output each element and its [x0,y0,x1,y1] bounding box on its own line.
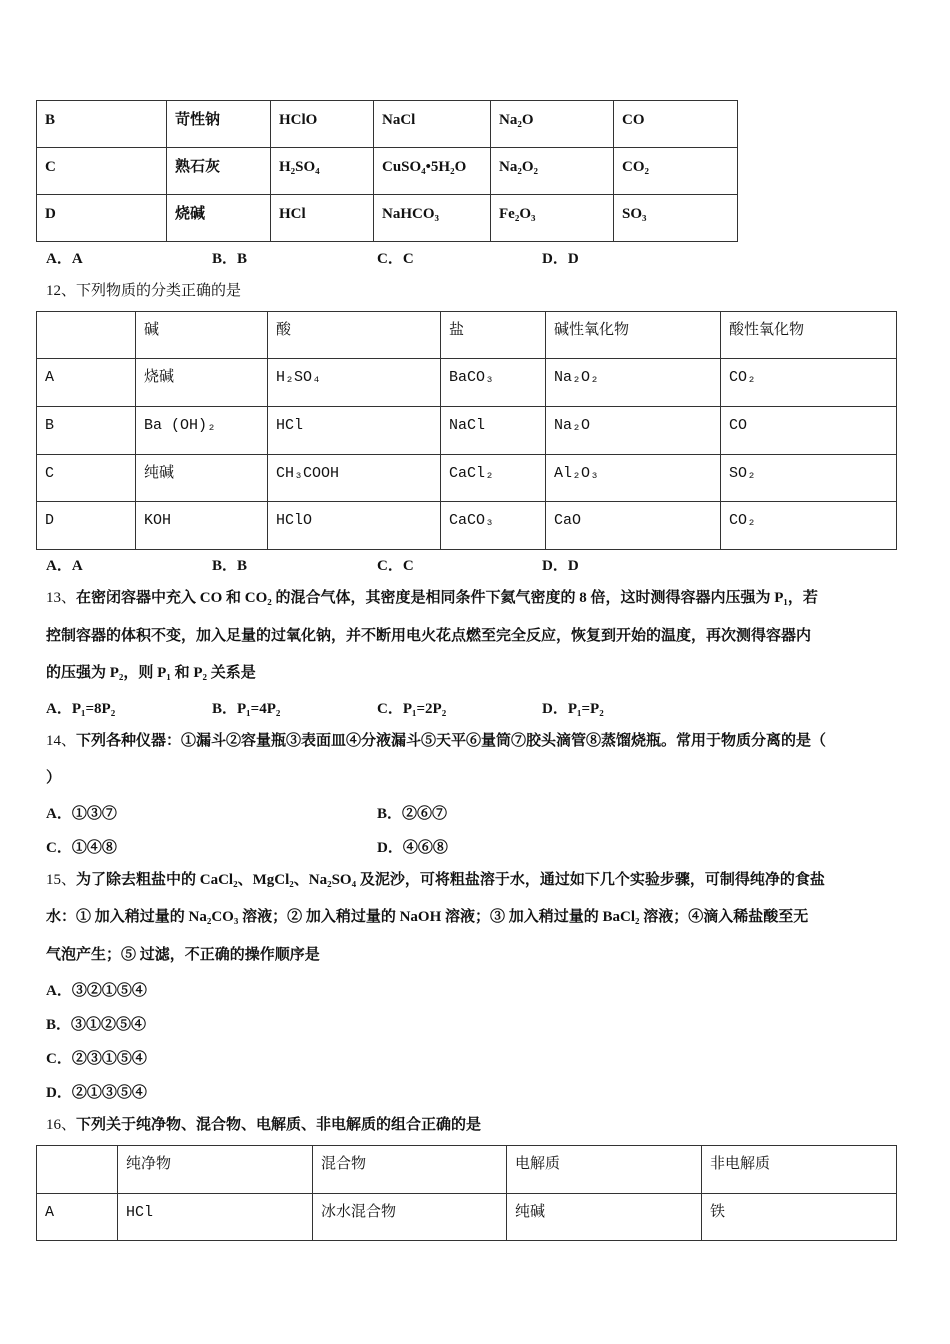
table-cell: 纯碱 [136,455,268,502]
option-c[interactable]: C．①④⑧ [46,840,117,856]
table-cell: Na₂O [491,101,614,148]
table-cell: HClO [268,502,441,550]
table-cell: NaHCO₃ [374,195,491,242]
option-a[interactable]: A．A [46,558,83,574]
question-15-line-2: 水：① 加入稍过量的 Na₂CO₃ 溶液；② 加入稍过量的 NaOH 溶液；③ 加入稍过量的 BaCl₂ 溶液；④滴入稀盐酸至无 [46,909,809,925]
table-cell: CO₂ [614,148,738,195]
option-d[interactable]: D．P₁=P₂ [542,701,604,717]
table-header-cell: 碱性氧化物 [546,312,721,359]
table-cell: CH₃COOH [268,455,441,502]
question-text: 下列物质的分类正确的是 [76,283,242,299]
table-cell: CO₂ [721,502,897,550]
table-row [37,359,897,407]
option-d[interactable]: D．D [542,558,579,574]
table-row [37,148,738,195]
table-cell: 烧碱 [136,359,268,407]
table-header-row [37,1146,897,1194]
question-14-line-1 [46,731,826,751]
option-c[interactable]: C．②③①⑤④ [46,1051,147,1067]
option-c[interactable]: C．C [377,251,414,267]
question-13-line-3: 的压强为 P₂，则 P₁ 和 P₂ 关系是 [46,665,256,681]
table-row [37,101,738,148]
table-cell: CO₂ [721,359,897,407]
table-cell: A [37,1194,118,1241]
question-text: 为了除去粗盐中的 CaCl₂、MgCl₂、Na₂SO₄ 及泥沙，可将粗盐溶于水，通过如下几个实验步骤，可制得纯净的食盐 [76,872,825,888]
option-a[interactable]: A．①③⑦ [46,806,117,822]
option-a[interactable]: A．③②①⑤④ [46,983,147,999]
table-cell: 铁 [702,1194,897,1241]
question-16-table [36,1145,897,1241]
question-14-line-2: ） [46,770,62,786]
option-b[interactable]: B．B [212,251,248,267]
table-cell: 熟石灰 [167,148,271,195]
question-text: 下列关于纯净物、混合物、电解质、非电解质的组合正确的是 [76,1117,482,1133]
option-c[interactable]: C．P₁=2P₂ [377,701,447,717]
prev-question-table [36,100,738,242]
table-header-cell: 混合物 [313,1146,507,1194]
table-cell: C [37,148,167,195]
table-header-row [37,312,897,359]
table-header-cell: 纯净物 [118,1146,313,1194]
table-cell: Na₂O [546,407,721,455]
question-text: 下列各种仪器：①漏斗②容量瓶③表面皿④分液漏斗⑤天平⑥量筒⑦胶头滴管⑧蒸馏烧瓶。常用于物质分离的是（ [76,733,827,749]
table-header-cell: 盐 [441,312,546,359]
table-cell: 烧碱 [167,195,271,242]
table-header-cell: 碱 [136,312,268,359]
table-cell: SO₂ [721,455,897,502]
table-row [37,1194,897,1241]
option-d[interactable]: D．④⑥⑧ [377,840,448,856]
table-cell: CaCO₃ [441,502,546,550]
table-row [37,407,897,455]
option-b[interactable]: B．②⑥⑦ [377,806,448,822]
table-cell: H₂SO₄ [271,148,374,195]
table-header-cell: 酸 [268,312,441,359]
table-cell: HClO [271,101,374,148]
table-cell: CaCl₂ [441,455,546,502]
table-cell: CuSO₄•5H₂O [374,148,491,195]
table-header-cell: 非电解质 [702,1146,897,1194]
table-cell: HCl [271,195,374,242]
question-13-line-1 [46,588,818,608]
table-cell: HCl [118,1194,313,1241]
question-15-line-1 [46,870,825,890]
table-cell: NaCl [441,407,546,455]
option-d[interactable]: D．②①③⑤④ [46,1085,147,1101]
table-header-cell: 电解质 [507,1146,702,1194]
question-number: 15、 [46,872,77,888]
option-b[interactable]: B．③①②⑤④ [46,1017,147,1033]
question-13-line-2: 控制容器的体积不变，加入足量的过氧化钠，并不断用电火花点燃至完全反应，恢复到开始的温度，再次测得容器内 [46,628,812,644]
table-cell: 纯碱 [507,1194,702,1241]
table-cell: B [37,101,167,148]
table-cell: A [37,359,136,407]
table-cell: HCl [268,407,441,455]
option-a[interactable]: A．A [46,251,83,267]
option-a[interactable]: A．P₁=8P₂ [46,701,116,717]
table-cell: BaCO₃ [441,359,546,407]
table-cell: Ba (OH)₂ [136,407,268,455]
question-16-stem [46,1115,481,1135]
question-number: 14、 [46,733,77,749]
question-number: 13、 [46,590,77,606]
table-cell: D [37,195,167,242]
table-cell: SO₃ [614,195,738,242]
table-cell: Fe₂O₃ [491,195,614,242]
table-cell: KOH [136,502,268,550]
table-cell: CaO [546,502,721,550]
table-header-cell [37,1146,118,1194]
option-c[interactable]: C．C [377,558,414,574]
option-d[interactable]: D．D [542,251,579,267]
table-row [37,455,897,502]
table-cell: D [37,502,136,550]
question-number: 16、 [46,1117,77,1133]
question-12-stem [46,281,241,301]
question-12-table [36,311,897,550]
table-cell: H₂SO₄ [268,359,441,407]
table-row [37,502,897,550]
table-row [37,195,738,242]
table-cell: 苛性钠 [167,101,271,148]
table-cell: Al₂O₃ [546,455,721,502]
table-cell: Na₂O₂ [546,359,721,407]
table-cell: CO [721,407,897,455]
question-15-line-3: 气泡产生；⑤ 过滤，不正确的操作顺序是 [46,947,320,963]
table-cell: B [37,407,136,455]
table-cell: Na₂O₂ [491,148,614,195]
table-cell: CO [614,101,738,148]
table-header-cell: 酸性氧化物 [721,312,897,359]
option-b[interactable]: B．P₁=4P₂ [212,701,281,717]
question-text: 在密闭容器中充入 CO 和 CO₂ 的混合气体，其密度是相同条件下氦气密度的 8 倍，这时测得容器内压强为 P₁，若 [76,590,818,606]
table-cell: C [37,455,136,502]
table-cell: NaCl [374,101,491,148]
table-header-cell [37,312,136,359]
table-cell: 冰水混合物 [313,1194,507,1241]
option-b[interactable]: B．B [212,558,248,574]
question-number: 12、 [46,283,77,299]
